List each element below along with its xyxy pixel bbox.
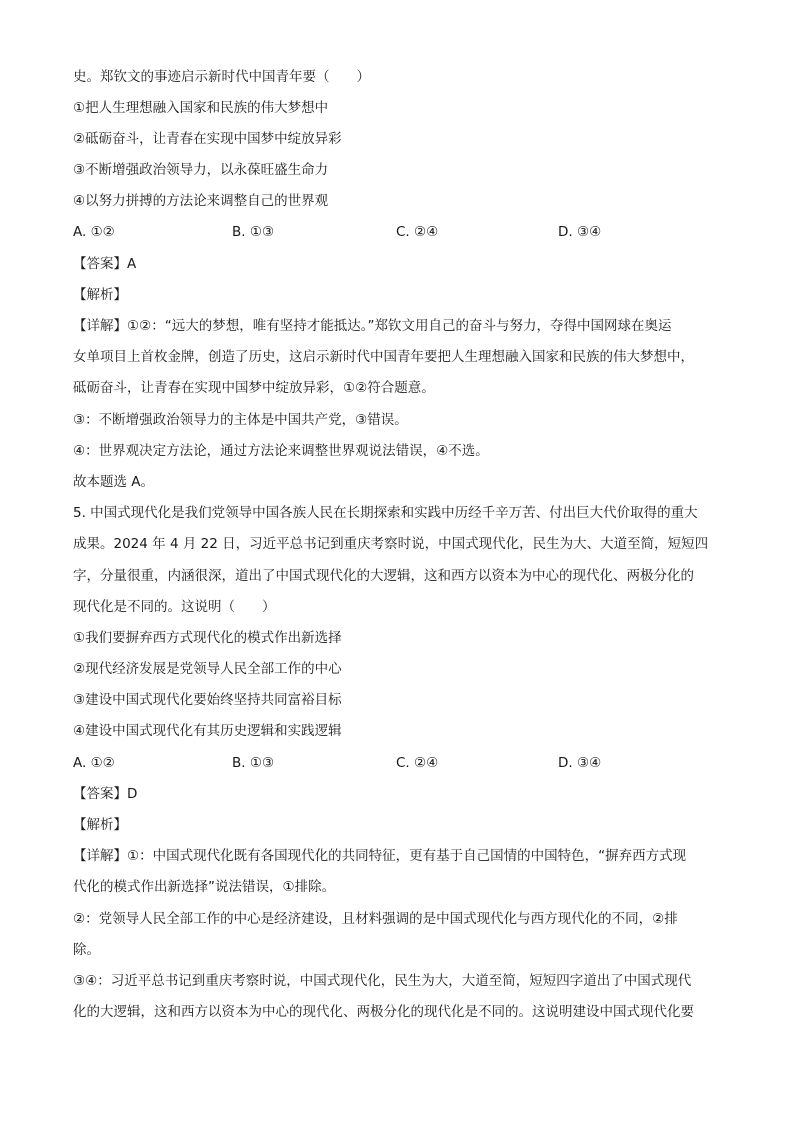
q5-detail-line-1: 【详解】①：中国式现代化既有各国现代化的共同特征，更有基于自己国情的中国特色，“摒弃西方式现 <box>73 848 687 864</box>
q5-stem-line-2: 成果。2024 年 4 月 22 日，习近平总书记到重庆考察时说，中国式现代化，民生为大、大道至简，短短四 <box>73 536 709 552</box>
q5-item-4: ④建设中国式现代化有其历史逻辑和实践逻辑 <box>73 723 342 739</box>
q5-option-a: A. ①② <box>73 755 115 771</box>
q5-item-2: ②现代经济发展是党领导人民全部工作的中心 <box>73 661 342 677</box>
q5-detail-line-5: ③④：习近平总书记到重庆考察时说，中国式现代化，民生为大，大道至简，短短四字道出了中国式现代 <box>73 973 692 989</box>
q4-option-c: C. ②④ <box>396 224 439 240</box>
q5-stem-line-4: 现代化是不同的。这说明（ ） <box>73 599 276 615</box>
q5-options <box>73 753 733 773</box>
q4-item-2: ②砥砺奋斗，让青春在实现中国梦中绽放异彩 <box>73 131 342 147</box>
q4-detail-line-5: ④：世界观决定方法论，通过方法论来调整世界观说法错误，④不选。 <box>73 443 489 459</box>
q4-option-a: A. ①② <box>73 224 115 240</box>
q4-detail-line-4: ③：不断增强政治领导力的主体是中国共产党，③错误。 <box>73 412 408 428</box>
q5-detail-line-4: 除。 <box>73 942 100 958</box>
q5-item-1: ①我们要摒弃西方式现代化的模式作出新选择 <box>73 630 342 646</box>
q5-option-d: D. ③④ <box>558 755 602 771</box>
q4-item-1: ①把人生理想融入国家和民族的伟大梦想中 <box>73 100 329 116</box>
q5-option-b: B. ①③ <box>232 755 275 771</box>
q4-item-4: ④以努力拼搏的方法论来调整自己的世界观 <box>73 193 329 209</box>
q4-detail-line-2: 女单项目上首枚金牌，创造了历史，这启示新时代中国青年要把人生理想融入国家和民族的伟大梦想中， <box>73 349 694 365</box>
q5-stem-line-1: 5. 中国式现代化是我们党领导中国各族人民在长期探索和实践中历经千辛万苦、付出巨大代价取得的重大 <box>73 505 698 521</box>
q5-analysis-label: 【解析】 <box>73 817 127 833</box>
q4-options <box>73 222 733 242</box>
q4-option-b: B. ①③ <box>232 224 275 240</box>
q4-analysis-label: 【解析】 <box>73 287 127 303</box>
q4-stem-end: 史。郑钦文的事迹启示新时代中国青年要（ ） <box>73 69 370 85</box>
q5-answer: 【答案】D <box>73 786 138 802</box>
q4-option-d: D. ③④ <box>558 224 602 240</box>
q5-detail-line-3: ②：党领导人民全部工作的中心是经济建设，且材料强调的是中国式现代化与西方现代化的不同，②排 <box>73 911 678 927</box>
q4-detail-line-6: 故本题选 A。 <box>73 474 155 490</box>
q4-detail-line-1: 【详解】①②：“远大的梦想，唯有坚持才能抵达。”郑钦文用自己的奋斗与努力，夺得中国网球在奥运 <box>73 318 672 334</box>
q5-detail-line-2: 代化的模式作出新选择”说法错误，①排除。 <box>73 879 336 895</box>
q5-item-3: ③建设中国式现代化要始终坚持共同富裕目标 <box>73 692 342 708</box>
q4-answer: 【答案】A <box>73 256 137 272</box>
q5-detail-line-6: 化的大逻辑，这和西方以资本为中心的现代化、两极分化的现代化是不同的。这说明建设中国式现代化要 <box>73 1004 694 1020</box>
q4-item-3: ③不断增强政治领导力，以永葆旺盛生命力 <box>73 162 329 178</box>
q5-stem-line-3: 字，分量很重，内涵很深，道出了中国式现代化的大逻辑，这和西方以资本为中心的现代化、两极分化的 <box>73 568 694 584</box>
q5-option-c: C. ②④ <box>396 755 439 771</box>
q4-detail-line-3: 砥砺奋斗，让青春在实现中国梦中绽放异彩，①②符合题意。 <box>73 380 435 396</box>
